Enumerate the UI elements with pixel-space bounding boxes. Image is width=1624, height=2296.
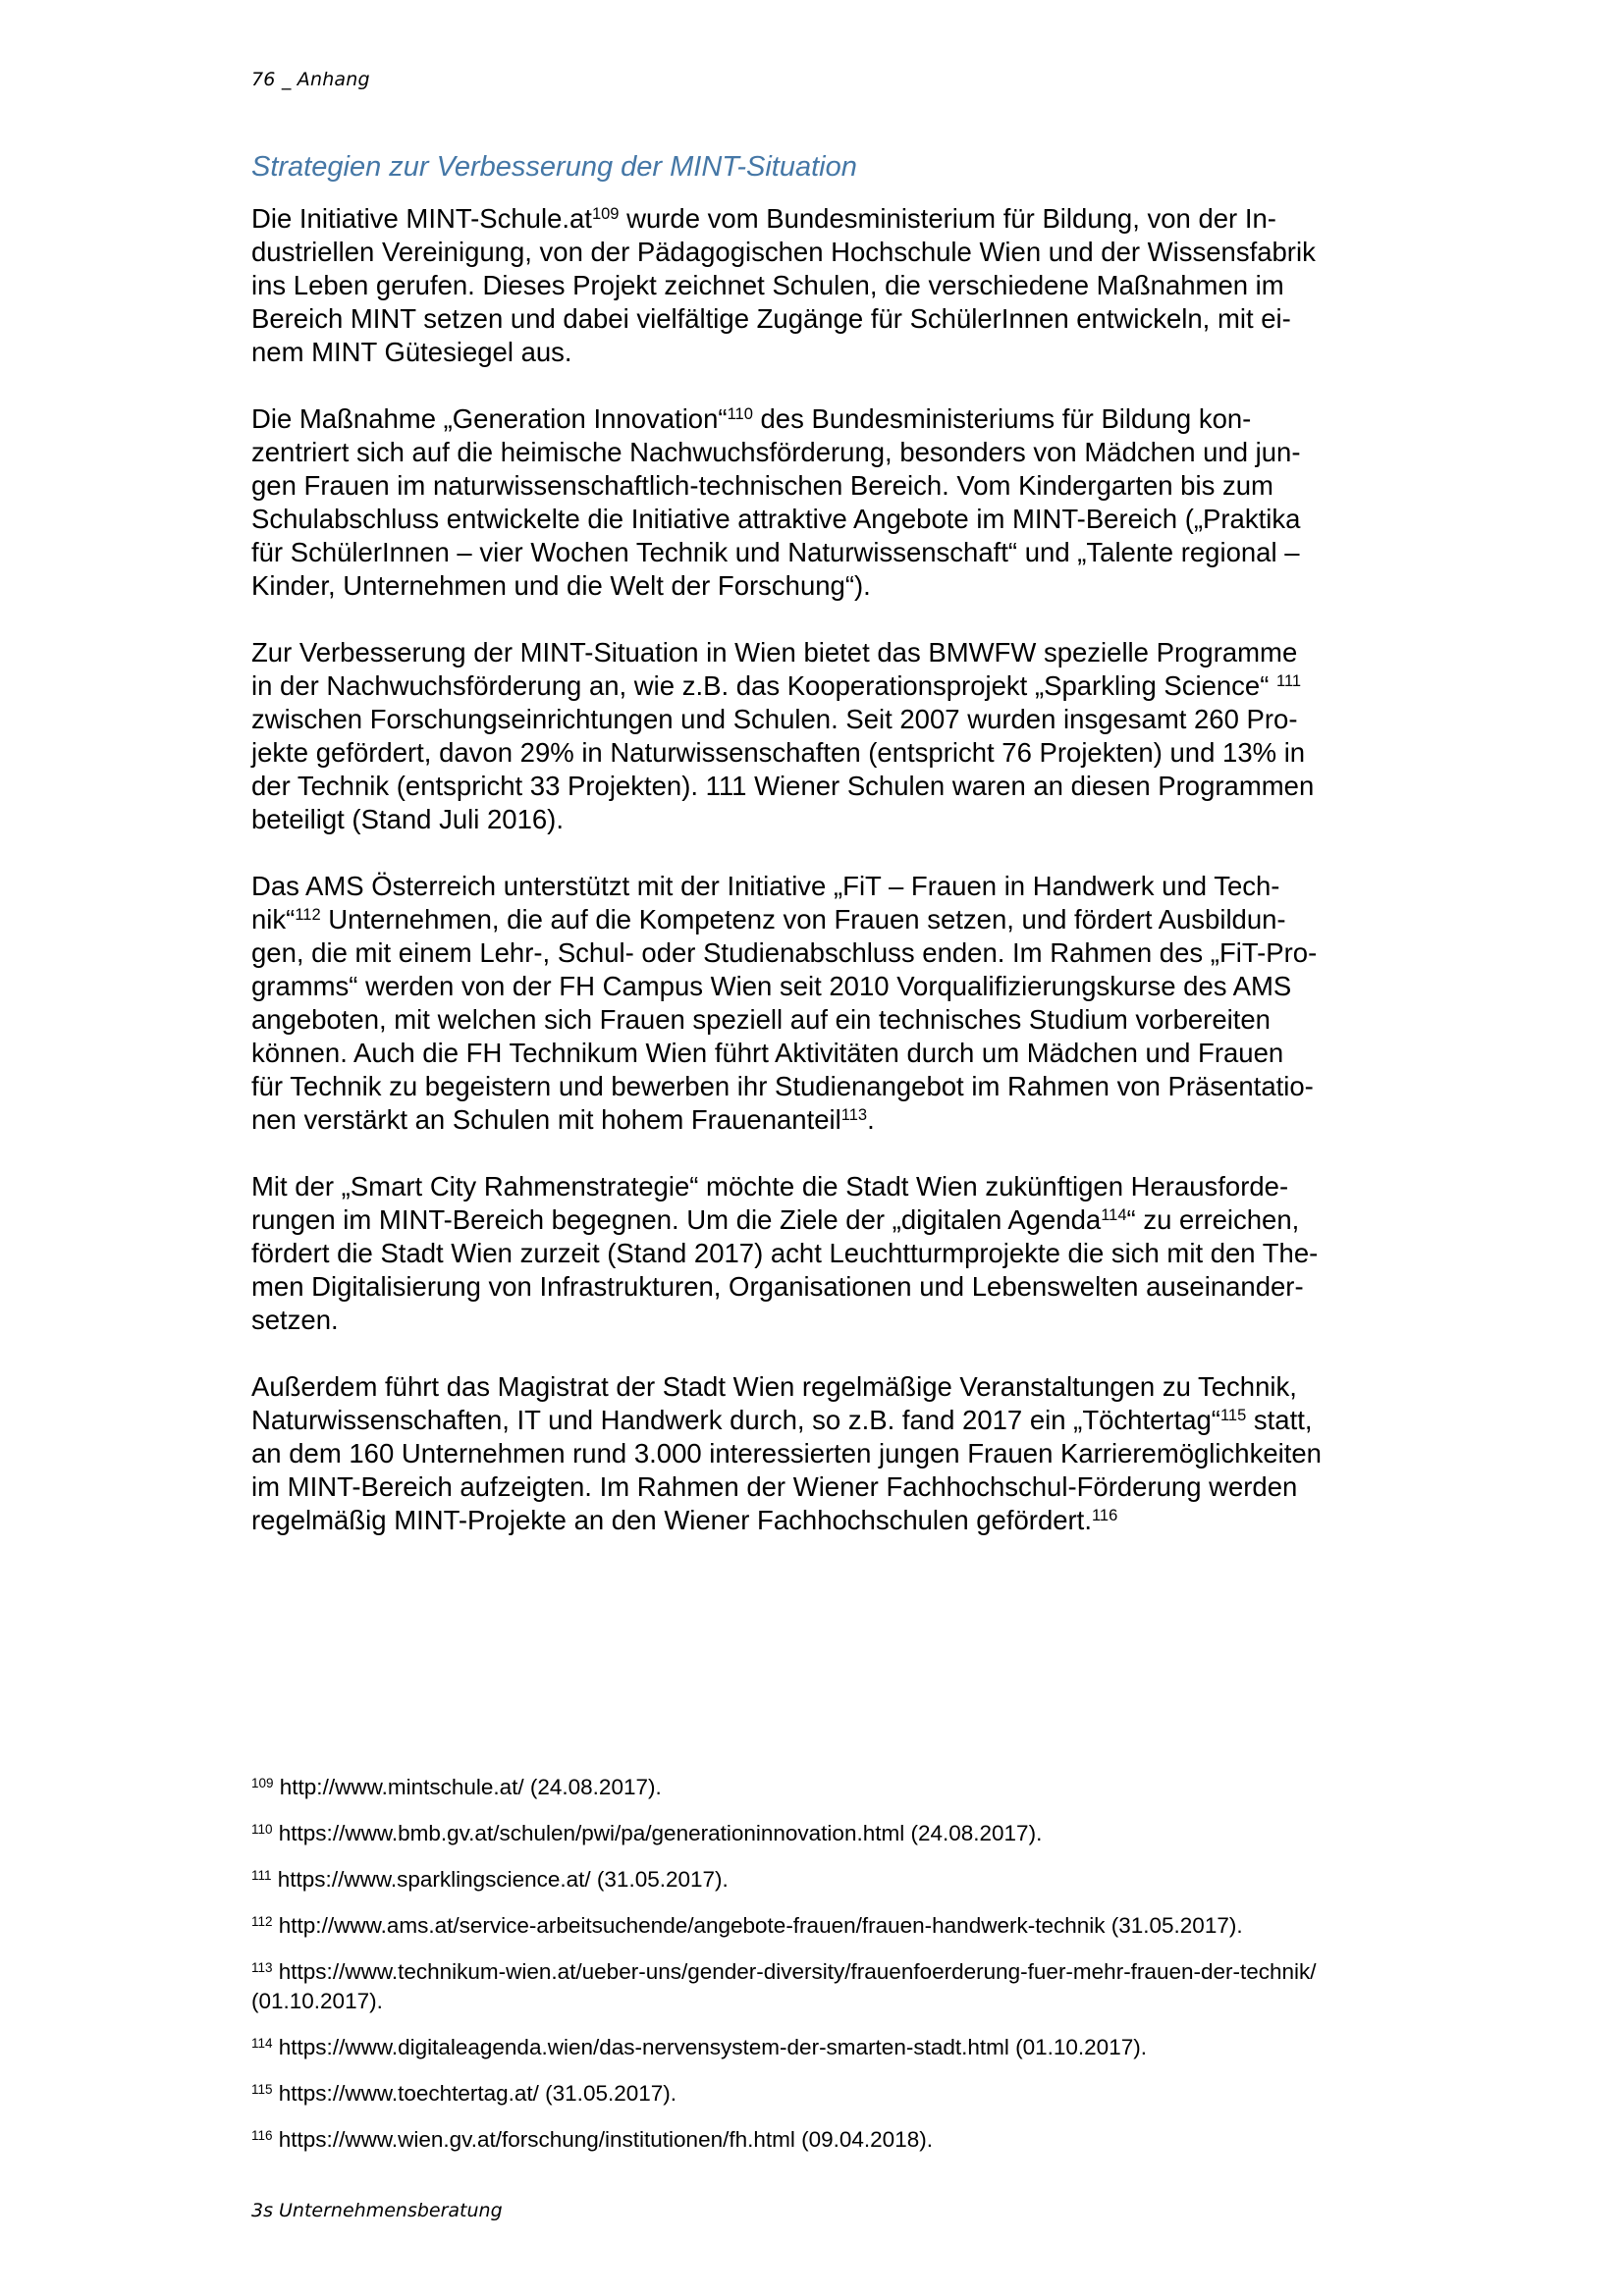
text-line: Naturwissenschaften, IT und Handwerk durch, so z.B. fand 2017 ein „Töchtertag“$^{115}$ statt, xyxy=(251,1405,1313,1435)
text-line: rungen im MINT-Bereich begegnen. Um die Ziele der „digitalen Agenda$^{114}$“ zu erreichen, xyxy=(251,1204,1300,1235)
text-line: Mit der „Smart City Rahmenstrategie“ möchte die Stadt Wien zukünftigen Herausforde- xyxy=(251,1171,1289,1201)
footnotes xyxy=(251,1773,1317,2171)
footnote xyxy=(251,2033,1317,2062)
footnote-number: 113 xyxy=(251,1959,273,1975)
body-paragraphs xyxy=(251,202,1322,1571)
footnote xyxy=(251,1773,1317,1802)
text-line: der Technik (entspricht 33 Projekten). 111 Wiener Schulen waren an diesen Programmen xyxy=(251,771,1315,801)
footnote-number: 112 xyxy=(251,1913,273,1929)
text-line: nen verstärkt an Schulen mit hohem Frauenanteil$^{113}$. xyxy=(251,1104,875,1135)
paragraph xyxy=(251,202,1322,369)
paragraph xyxy=(251,1370,1322,1537)
footnote-line: $^{112}$ http://www.ams.at/service-arbeitsuchende/angebote-frauen/frauen-handwerk-technik (31.05.2017). xyxy=(251,1913,1243,1938)
footnote xyxy=(251,2125,1317,2155)
footnote-ref: 111 xyxy=(1276,671,1302,690)
footnote xyxy=(251,1819,1317,1848)
text-line: gen, die mit einem Lehr-, Schul- oder Studienabschluss enden. Im Rahmen des „FiT-Pro- xyxy=(251,937,1318,968)
footnote-line: $^{114}$ https://www.digitaleagenda.wien/das-nervensystem-der-smarten-stadt.html (01.10.2017). xyxy=(251,2035,1147,2059)
text-line: Bereich MINT setzen und dabei vielfältige Zugänge für SchülerInnen entwickeln, mit ei- xyxy=(251,303,1291,334)
text-line: beteiligt (Stand Juli 2016). xyxy=(251,804,564,834)
text-line: Das AMS Österreich unterstützt mit der Initiative „FiT – Frauen in Handwerk und Tech- xyxy=(251,871,1280,901)
footnote-ref: 115 xyxy=(1219,1406,1247,1424)
footnote xyxy=(251,1957,1317,2016)
footnote-ref: 112 xyxy=(295,905,321,924)
footnote-number: 110 xyxy=(251,1821,273,1837)
text-line: Schulabschluss entwickelte die Initiative attraktive Angebote im MINT-Bereich („Praktika xyxy=(251,504,1301,534)
section-title: Strategien zur Verbesserung der MINT-Situation xyxy=(251,151,857,183)
text-line: für Technik zu begeistern und bewerben ihr Studienangebot im Rahmen von Präsentatio- xyxy=(251,1071,1314,1101)
footnote-line: $^{111}$ https://www.sparklingscience.at/ (31.05.2017). xyxy=(251,1867,729,1892)
footnote-number: 116 xyxy=(251,2127,273,2143)
footnote-line: $^{113}$ https://www.technikum-wien.at/ueber-uns/gender-diversity/frauenfoerderung-fuer-mehr-frauen-der-technik/ xyxy=(251,1959,1317,1984)
footnote-line: $^{116}$ https://www.wien.gv.at/forschung/institutionen/fh.html (09.04.2018). xyxy=(251,2127,933,2152)
paragraph xyxy=(251,870,1322,1137)
paragraph xyxy=(251,402,1322,603)
text-line: angeboten, mit welchen sich Frauen speziell auf ein technisches Studium vorbereiten xyxy=(251,1004,1271,1035)
text-line: Außerdem führt das Magistrat der Stadt Wien regelmäßige Veranstaltungen zu Technik, xyxy=(251,1371,1297,1402)
footnote-line: $^{109}$ http://www.mintschule.at/ (24.08.2017). xyxy=(251,1775,662,1799)
footnote xyxy=(251,1911,1317,1941)
text-line: ins Leben gerufen. Dieses Projekt zeichnet Schulen, die verschiedene Maßnahmen im xyxy=(251,270,1284,300)
text-line: können. Auch die FH Technikum Wien führt Aktivitäten durch um Mädchen und Frauen xyxy=(251,1038,1284,1068)
running-header: 76 _ Anhang xyxy=(251,69,370,90)
footnote-ref: 116 xyxy=(1091,1506,1118,1524)
text-line: Zur Verbesserung der MINT-Situation in Wien bietet das BMWFW spezielle Programme xyxy=(251,637,1298,667)
text-line: fördert die Stadt Wien zurzeit (Stand 2017) acht Leuchtturmprojekte die sich mit den The- xyxy=(251,1238,1319,1268)
footnote-ref: 110 xyxy=(727,404,753,423)
paragraph xyxy=(251,1170,1322,1337)
footnote-number: 109 xyxy=(251,1775,274,1790)
footnote-number: 115 xyxy=(251,2081,273,2097)
footnote-number: 114 xyxy=(251,2035,273,2051)
text-line: gramms“ werden von der FH Campus Wien seit 2010 Vorqualifizierungskurse des AMS xyxy=(251,971,1292,1001)
text-line: Die Initiative MINT-$Schule.at^{109}$ wurde vom Bundesministerium für Bildung, von der In- xyxy=(251,203,1276,234)
text-line: zwischen Forschungseinrichtungen und Schulen. Seit 2007 wurden insgesamt 260 Pro- xyxy=(251,704,1298,734)
text-line: regelmäßig MINT-Projekte an den Wiener Fachhochschulen gefördert.$^{116}$ xyxy=(251,1505,1118,1535)
text-line: gen Frauen im naturwissenschaftlich-technischen Bereich. Vom Kindergarten bis zum xyxy=(251,470,1273,501)
text-line: für SchülerInnen – vier Wochen Technik und Naturwissenschaft“ und „Talente regional – xyxy=(251,537,1300,567)
text-line: nem MINT Gütesiegel aus. xyxy=(251,337,572,367)
text-line: setzen. xyxy=(251,1305,339,1335)
footnote-line: (01.10.2017). xyxy=(251,1989,383,2013)
page-footer: 3s Unternehmensberatung xyxy=(251,2200,503,2221)
text-line: dustriellen Vereinigung, von der Pädagogischen Hochschule Wien und der Wissensfabrik xyxy=(251,237,1316,267)
footnote-ref: 113 xyxy=(840,1105,868,1124)
footnote xyxy=(251,2079,1317,2109)
text-line: Die Maßnahme „Generation Innovation“$^{110}$ des Bundesministeriums für Bildung kon- xyxy=(251,403,1252,434)
footnote-number: 111 xyxy=(251,1867,272,1883)
footnote-line: $^{110}$ https://www.bmb.gv.at/schulen/pwi/pa/generationinnovation.html (24.08.2017). xyxy=(251,1821,1043,1845)
text-line: nik“$^{112}$ Unternehmen, die auf die Kompetenz von Frauen setzen, und fördert Ausbildun- xyxy=(251,904,1286,934)
paragraph xyxy=(251,636,1322,836)
text-line: zentriert sich auf die heimische Nachwuchsförderung, besonders von Mädchen und jun- xyxy=(251,437,1301,467)
footnote-line: $^{115}$ https://www.toechtertag.at/ (31.05.2017). xyxy=(251,2081,677,2106)
text-line: in der Nachwuchsförderung an, wie z.B. das Kooperationsprojekt „Sparkling Science“ $^{111}$ xyxy=(251,670,1302,701)
footnote-ref: 114 xyxy=(1101,1205,1127,1224)
text-line: an dem 160 Unternehmen rund 3.000 interessierten jungen Frauen Karrieremöglichkeiten xyxy=(251,1438,1322,1468)
footnote-ref: 109 xyxy=(591,204,620,223)
text-line: im MINT-Bereich aufzeigten. Im Rahmen der Wiener Fachhochschul-Förderung werden xyxy=(251,1471,1298,1502)
text-line: Kinder, Unternehmen und die Welt der Forschung“). xyxy=(251,570,871,601)
text-line: men Digitalisierung von Infrastrukturen, Organisationen und Lebenswelten auseinander- xyxy=(251,1271,1304,1302)
text-line: jekte gefördert, davon 29% in Naturwissenschaften (entspricht 76 Projekten) und 13% in xyxy=(251,737,1306,768)
footnote xyxy=(251,1865,1317,1895)
